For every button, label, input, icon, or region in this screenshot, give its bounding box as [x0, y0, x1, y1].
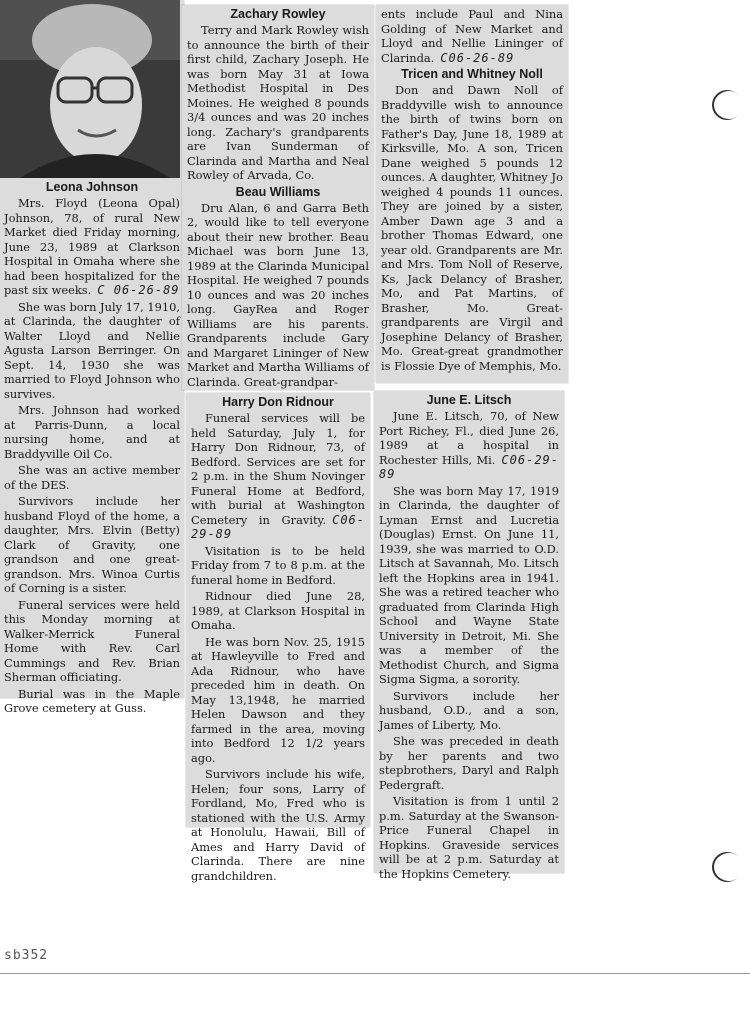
- tricen-p1: Don and Dawn Noll of Braddyville wish to announce the birth of twins born on Father's Day, June 18, 1989 at Kirksville, Mo. A son, Tricen Dane weighed 5 pounds 12 ounces. A daughter, Whitney Jo weighed 4 pounds 11 ounces. They are joined by a sister, Amber Dawn age 3 and a brother Thomas Edward, one year old. Grandparents are Mr. and Mrs. Tom Noll of Reserve, Ks, Jack Delancy of Brasher, Mo, and Pat Martins, of Brasher, Mo. Great-grandparents are Virgil and Josephine Delancy of Brasher, Mo. Great-great grandmother is Flossie Dye of Memphis, Mo.: [381, 83, 563, 373]
- harry-date-mark: C06-29-89: [191, 512, 365, 541]
- harry-ridnour-clipping: [186, 393, 370, 883]
- leona-p2: She was born July 17, 1910, at Clarinda, the daughter of Walter Lloyd and Nellie Agusta Larson Berringer. On Sept. 14, 1930 she was married to Floyd Johnson who survives.: [4, 299, 181, 401]
- portrait-image: [0, 0, 180, 178]
- zachary-heading: Zachary Rowley: [230, 7, 326, 21]
- june-p1: June E. Litsch, 70, of New Port Richey, Fl., died June 26, 1989 at a hospital in Rochester Hills, Mi. C06-29-89: [379, 409, 559, 481]
- binder-hole-top: [706, 84, 748, 126]
- harry-p3: Ridnour died June 28, 1989, at Clarkson Hospital in Omaha.: [191, 589, 365, 632]
- leona-johnson-clipping: [0, 0, 184, 715]
- june-p3: Survivors include her husband, O.D., and a son, James of Liberty, Mo.: [379, 688, 559, 732]
- harry-p2: Visitation is to be held Friday from 7 to 8 p.m. at the funeral home in Bedford.: [191, 543, 365, 587]
- page-mark: sb352: [4, 948, 49, 963]
- harry-p1: Funeral services will be held Saturday, July 1, for Harry Don Ridnour, 73, of Bedford. Services are set for 2 p.m. in the Shum Novinger Funeral Home at Bedford, with burial at Washington Cemetery in Gravity. C06-29-89: [191, 411, 365, 541]
- june-p4: She was preceded in death by her parents and two stepbrothers, Daryl and Ralph Pedergraft.: [379, 734, 559, 792]
- harry-p5: Survivors include his wife, Helen; four sons, Larry of Fordland, Mo, Fred who is stationed with the U.S. Army at Honolulu, Hawaii, Bill of Ames and Harry David of Clarinda. There are nine grandchildren.: [191, 767, 365, 883]
- june-date-mark: C06-29-89: [379, 452, 559, 481]
- noll-twins-clipping: [376, 5, 568, 383]
- leona-p4: She was an active member of the DES.: [4, 463, 180, 492]
- tricen-heading: Tricen and Whitney Noll: [401, 67, 543, 81]
- page-edge-divider: [0, 973, 750, 974]
- binder-hole-bottom: [706, 846, 748, 888]
- leona-p1: Mrs. Floyd (Leona Opal) Johnson, 78, of rural New Market died Friday morning, June 23, 1989 at Clarkson Hospital in Omaha where she had been hospitalized for the past six weeks. C 06-26-89: [4, 196, 180, 297]
- june-litsch-clipping: [374, 391, 564, 881]
- beau-date-mark: C06-26-89: [440, 50, 515, 65]
- june-heading: June E. Litsch: [426, 393, 512, 407]
- portrait-photo: [0, 0, 180, 178]
- june-p2: She was born May 17, 1919 in Clarinda, the daughter of Lyman Ernst and Lucretia (Douglas) Ernst. On June 11, 1939, she was married to O.D. Litsch at Savannah, Mo. Litsch left the Hopkins area in 1941. She was a retired teacher who graduated from Clarinda High School and Wayne State University in Detroit, Mi. She was a member of the Methodist Church, and Sigma Sigma Sigma, a sorority.: [379, 483, 559, 686]
- births-clipping: [182, 5, 374, 390]
- zachary-p1: Terry and Mark Rowley wish to announce the birth of their first child, Zachary Joseph. He was born May 31 at Iowa Methodist Hospital in Des Moines. He weighed 8 pounds 3/4 ounces and was 20 inches long. Zachary's grandparents are Ivan Sunderman of Clarinda and Martha and Neal Rowley of Arvada, Co.: [187, 23, 369, 182]
- beau-p2: ents include Paul and Nina Golding of New Market and Lloyd and Nellie Lininger of Clarinda. C06-26-89: [381, 7, 563, 65]
- leona-heading: Leona Johnson: [45, 180, 139, 194]
- leona-p7: Burial was in the Maple Grove cemetery at Guss.: [4, 686, 180, 715]
- leona-date-mark: C 06-26-89: [97, 283, 180, 297]
- harry-p4: He was born Nov. 25, 1915 at Hawleyville to Fred and Ada Ridnour, who have preceded him in death. On May 13,1948, he married Helen Dawson and they farmed in the area, moving into Bedford 12 1/2 years ago.: [191, 634, 365, 765]
- leona-p5: Survivors include her husband Floyd of the home, a daughter, Mrs. Elvin (Betty) Clark of Gravity, one grandson and one great-grandson. Mrs. Winoa Curtis of Corning is a sister.: [4, 494, 180, 595]
- beau-p1: Dru Alan, 6 and Garra Beth 2, would like to tell everyone about their new brother. Beau Michael was born June 13, 1989 at the Clarinda Municipal Hospital. He weighed 7 pounds 10 ounces and was 20 inches long. GayRea and Roger Williams are his parents. Grandparents include Gary and Margaret Lininger of New Market and Martha Williams of Clarinda. Great-grandpar-: [187, 200, 369, 389]
- leona-p6: Funeral services were held this Monday morning at Walker-Merrick Funeral Home with Rev. Carl Cummings and Rev. Brian Sherman officiating.: [4, 597, 180, 684]
- beau-heading: Beau Williams: [235, 184, 321, 199]
- leona-p3: Mrs. Johnson had worked at Parris-Dunn, a local nursing home, and at Braddyville Oil Co.: [4, 403, 180, 461]
- harry-heading: Harry Don Ridnour: [222, 395, 334, 409]
- june-p5: Visitation is from 1 until 2 p.m. Saturday at the Swanson-Price Funeral Chapel in Hopkins. Graveside services will be at 2 p.m. Saturday at the Hopkins Cemetery.: [379, 794, 559, 881]
